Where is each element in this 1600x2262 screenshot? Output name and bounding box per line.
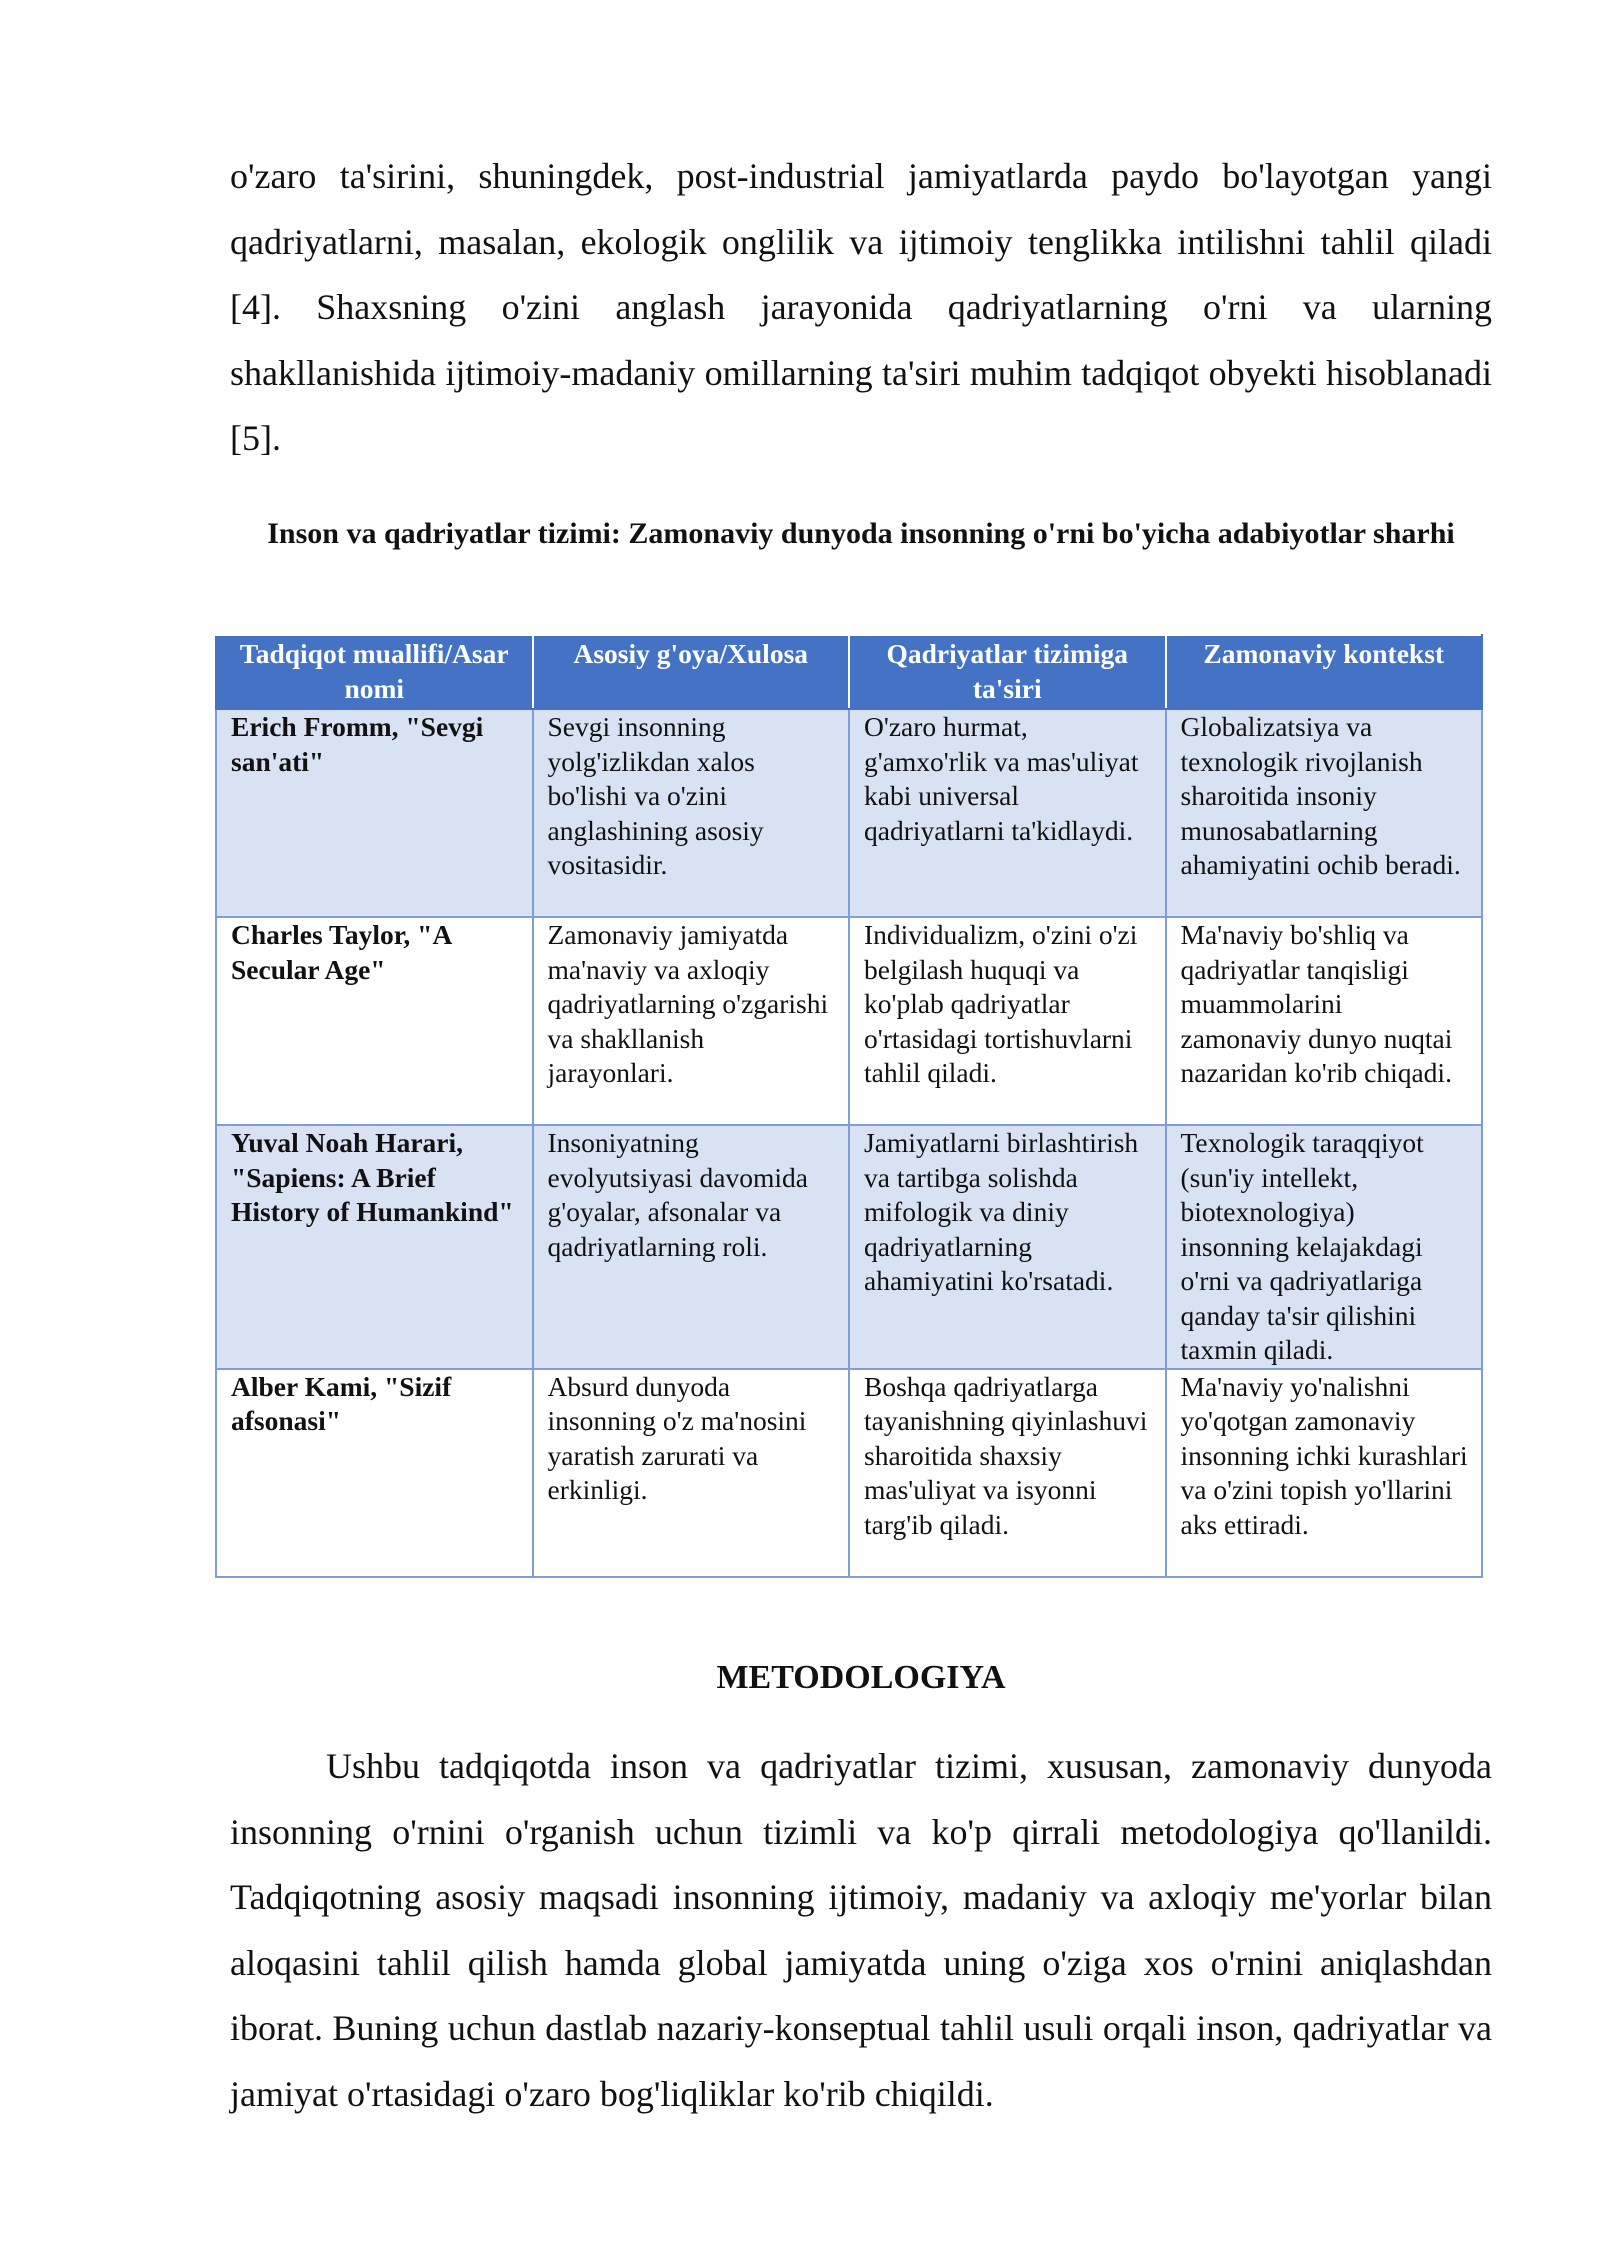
table-row [216, 709, 1482, 917]
impact-cell: Jamiyatlarni birlashtirish va tartibga solishda mifologik va diniy qadriyatlarning ahamiyatini ko'rsatadi. [849, 1125, 1166, 1369]
author-cell: Yuval Noah Harari, "Sapiens: A Brief History of Humankind" [216, 1125, 533, 1369]
table-row [216, 1369, 1482, 1577]
context-cell: Texnologik taraqqiyot (sun'iy intellekt, biotexnologiya) insonning kelajakdagi o'rni va qadriyatlariga qanday ta'sir qilishini taxmin qiladi. [1166, 1125, 1483, 1369]
idea-cell: Sevgi insonning yolg'izlikdan xalos bo'lishi va o'zini anglashining asosiy vositasidir. [533, 709, 850, 917]
table-header-row [216, 635, 1482, 709]
context-cell: Ma'naviy bo'shliq va qadriyatlar tanqisligi muammolarini zamonaviy dunyo nuqtai nazaridan ko'rib chiqadi. [1166, 917, 1483, 1125]
idea-cell: Insoniyatning evolyutsiyasi davomida g'oyalar, afsonalar va qadriyatlarning roli. [533, 1125, 850, 1369]
header-author: Tadqiqot muallifi/Asar nomi [216, 635, 533, 709]
impact-cell: O'zaro hurmat, g'amxo'rlik va mas'uliyat kabi universal qadriyatlarni ta'kidlaydi. [849, 709, 1166, 917]
table-row [216, 1125, 1482, 1369]
author-cell: Alber Kami, "Sizif afsonasi" [216, 1369, 533, 1577]
header-context: Zamonaviy kontekst [1166, 635, 1483, 709]
header-impact: Qadriyatlar tizimiga ta'siri [849, 635, 1166, 709]
impact-cell: Individualizm, o'zini o'zi belgilash huquqi va ko'plab qadriyatlar o'rtasidagi tortishuvlarni tahlil qiladi. [849, 917, 1166, 1125]
section-heading: METODOLOGIYA [716, 1659, 1006, 1696]
idea-cell: Absurd dunyoda insonning o'z ma'nosini yaratish zarurati va erkinligi. [533, 1369, 850, 1577]
table-caption: Inson va qadriyatlar tizimi: Zamonaviy dunyoda insonning o'rni bo'yicha adabiyotlar sharhi [267, 517, 1455, 550]
methodology-paragraph: Ushbu tadqiqotda inson va qadriyatlar tizimi, xususan, zamonaviy dunyoda insonning o'rnini o'rganish uchun tizimli va ko'p qirrali metodologiya qo'llanildi. Tadqiqotning asosiy maqsadi insonning ijtimoiy, madaniy va axloqiy me'yorlar bilan aloqasini tahlil qilish hamda global jamiyatda uning o'ziga xos o'rnini aniqlashdan iborat. Buning uchun dastlab nazariy-konseptual tahlil usuli orqali inson, qadriyatlar va jamiyat o'rtasidagi o'zaro bog'liqliklar ko'rib chiqildi. [230, 1746, 1492, 2114]
idea-cell: Zamonaviy jamiyatda ma'naviy va axloqiy qadriyatlarning o'zgarishi va shakllanish jarayonlari. [533, 917, 850, 1125]
impact-cell: Boshqa qadriyatlarga tayanishning qiyinlashuvi sharoitida shaxsiy mas'uliyat va isyonni targ'ib qiladi. [849, 1369, 1166, 1577]
context-cell: Ma'naviy yo'nalishni yo'qotgan zamonaviy insonning ichki kurashlari va o'zini topish yo'llarini aks ettiradi. [1166, 1369, 1483, 1577]
context-cell: Globalizatsiya va texnologik rivojlanish sharoitida insoniy munosabatlarning ahamiyatini ochib beradi. [1166, 709, 1483, 917]
author-cell: Charles Taylor, "A Secular Age" [216, 917, 533, 1125]
intro-paragraph: o'zaro ta'sirini, shuningdek, post-industrial jamiyatlarda paydo bo'layotgan yangi qadriyatlarni, masalan, ekologik onglilik va ijtimoiy tenglikka intilishni tahlil qiladi [4]. Shaxsning o'zini anglash jarayonida qadriyatlarning o'rni va ularning shakllanishida ijtimoiy-madaniy omillarning ta'siri muhim tadqiqot obyekti hisoblanadi [5]. [230, 156, 1492, 458]
literature-review-table [215, 634, 1483, 1578]
table-row [216, 917, 1482, 1125]
author-cell: Erich Fromm, "Sevgi san'ati" [216, 709, 533, 917]
header-idea: Asosiy g'oya/Xulosa [533, 635, 850, 709]
